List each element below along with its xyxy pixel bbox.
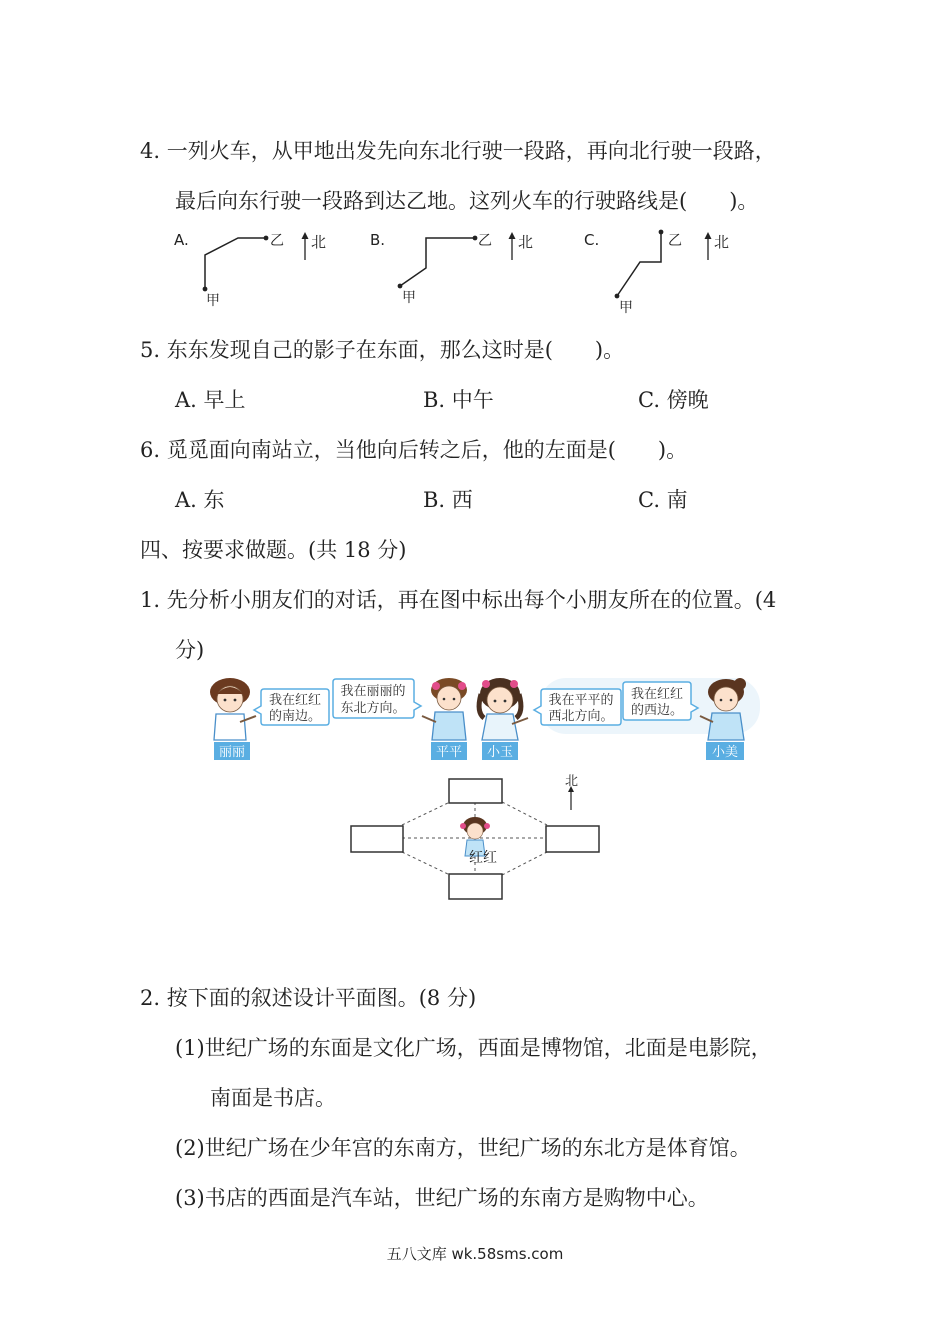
option-a-end: 乙: [270, 233, 284, 249]
option-c-end: 乙: [668, 233, 682, 249]
q5-text: 5. 东东发现自己的影子在东面，那么这时是( )。: [140, 338, 625, 362]
option-c-start: 甲: [619, 300, 633, 316]
box-west[interactable]: [351, 826, 403, 852]
option-c-letter: C.: [584, 231, 600, 249]
speech-lili-line1: 我在红红: [268, 693, 322, 708]
name-lili: 丽丽: [218, 745, 246, 760]
position-diagram: [340, 772, 610, 907]
speech-xiaomei-line1: 我在红红: [630, 687, 684, 702]
speech-pingping-line2: 东北方向。: [340, 701, 406, 716]
p2-item1-line2: 南面是书店。: [210, 1086, 336, 1110]
north-label: 北: [565, 774, 579, 789]
option-a-north: 北: [311, 233, 327, 251]
q5-option-a[interactable]: A. 早上: [175, 388, 246, 412]
speech-xiaoyu-line1: 我在平平的: [548, 693, 614, 708]
box-east[interactable]: [546, 826, 599, 852]
speech-bubble-xiaomei: [623, 682, 698, 720]
q4-line2: 最后向东行驶一段路到达乙地。这列火车的行驶路线是( )。: [175, 189, 759, 213]
speech-bubble-pingping: [333, 679, 421, 718]
children-dialogue-illustration: [200, 672, 770, 767]
name-pingping: 平平: [435, 745, 463, 760]
q4-line1: 4. 一列火车，从甲地出发先向东北行驶一段路，再向北行驶一段路，: [140, 139, 776, 163]
box-north[interactable]: [449, 779, 502, 803]
option-b-start: 甲: [402, 290, 416, 306]
name-xiaomei: 小美: [711, 745, 739, 760]
q4-option-c[interactable]: [584, 230, 729, 316]
child-honghong: [460, 817, 497, 866]
p2-title: 2. 按下面的叙述设计平面图。(8 分): [140, 986, 477, 1010]
p2-item3: (3)书店的西面是汽车站，世纪广场的东南方是购物中心。: [175, 1186, 709, 1210]
p1-line1: 1. 先分析小朋友们的对话，再在图中标出每个小朋友所在的位置。(4: [140, 588, 777, 612]
speech-pingping-line1: 我在丽丽的: [340, 684, 406, 699]
q6-option-a[interactable]: A. 东: [175, 488, 225, 512]
p2-item2: (2)世纪广场在少年宫的东南方，世纪广场的东北方是体育馆。: [175, 1136, 751, 1160]
q4-route-diagrams: [160, 222, 760, 322]
q6-option-b[interactable]: B. 西: [423, 488, 473, 512]
speech-xiaomei-line2: 的西边。: [630, 703, 684, 718]
center-name: 红红: [469, 850, 497, 866]
child-lili: [210, 678, 256, 760]
q5-option-b[interactable]: B. 中午: [423, 388, 494, 412]
speech-bubble-lili: [254, 689, 329, 725]
option-a-letter: A.: [174, 231, 189, 249]
child-xiaoyu: [479, 678, 528, 760]
speech-lili-line2: 的南边。: [268, 709, 322, 724]
child-pingping: [422, 678, 467, 760]
option-b-end: 乙: [478, 233, 492, 249]
footer-watermark: 五八文库 wk.58sms.com: [386, 1245, 564, 1263]
box-south[interactable]: [449, 874, 502, 899]
q6-text: 6. 觅觅面向南站立，当他向后转之后，他的左面是( )。: [140, 438, 688, 462]
option-c-north: 北: [714, 233, 730, 251]
q5-option-c[interactable]: C. 傍晚: [638, 388, 709, 412]
q4-option-b[interactable]: [370, 231, 533, 306]
p2-item1-line1: (1)世纪广场的东面是文化广场，西面是博物馆，北面是电影院，: [175, 1036, 772, 1060]
option-b-letter: B.: [370, 231, 386, 249]
q4-option-a[interactable]: [174, 231, 326, 309]
q6-option-c[interactable]: C. 南: [638, 488, 688, 512]
speech-xiaoyu-line2: 西北方向。: [548, 709, 614, 724]
speech-bubble-xiaoyu: [534, 689, 621, 725]
name-xiaoyu: 小玉: [486, 745, 514, 760]
option-b-north: 北: [518, 233, 534, 251]
option-a-start: 甲: [206, 293, 220, 309]
p1-line2: 分): [175, 638, 205, 662]
section4-title: 四、按要求做题。(共 18 分): [140, 538, 407, 562]
